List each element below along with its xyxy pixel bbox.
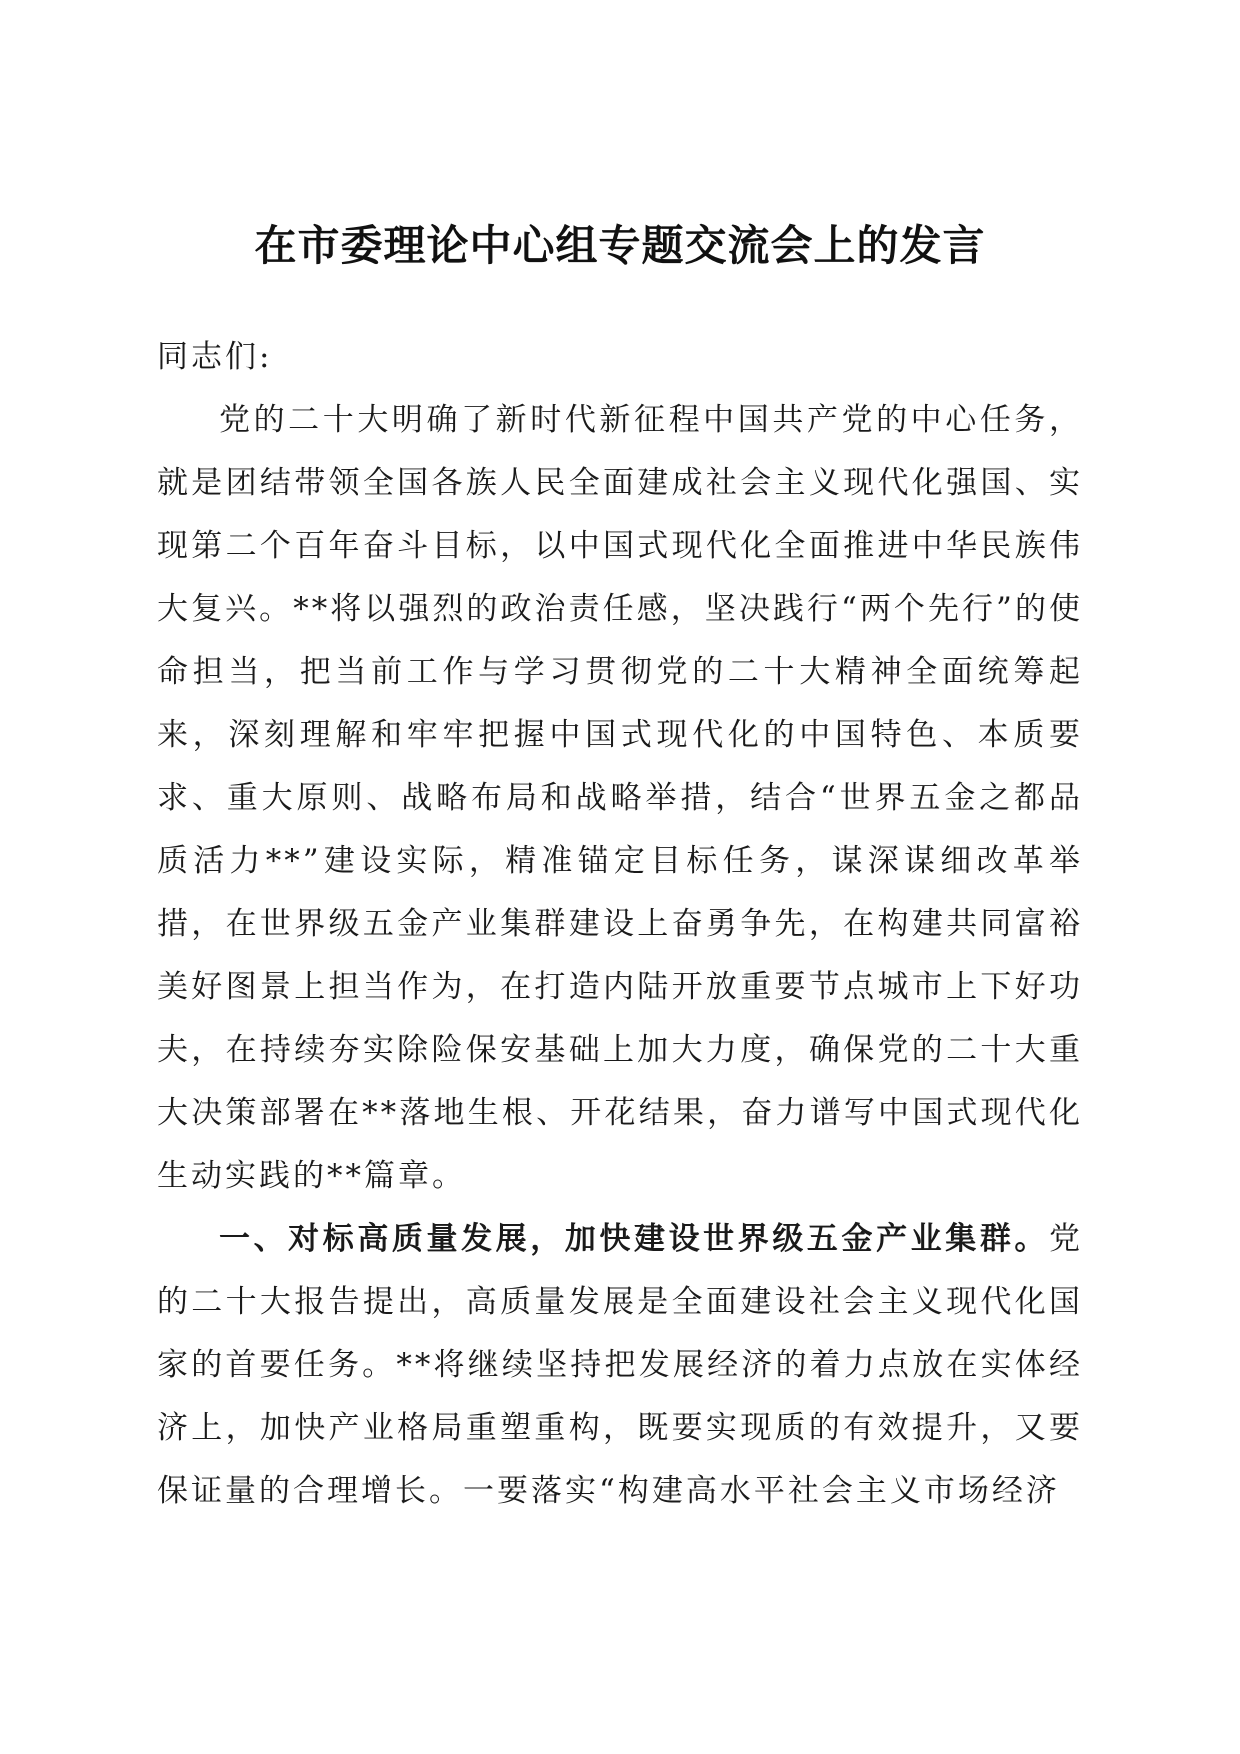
paragraph-intro: 党的二十大明确了新时代新征程中国共产党的中心任务，就是团结带领全国各族人民全面建成社会主义现代化强国、实现第二个百年奋斗目标，以中国式现代化全面推进中华民族伟大复兴。**将以强烈的政治责任感，坚决践行“两个先行”的使命担当，把当前工作与学习贯彻党的二十大精神全面统筹起来，深刻理解和牢牢把握中国式现代化的中国特色、本质要求、重大原则、战略布局和战略举措，结合“世界五金之都品质活力**”建设实际，精准锚定目标任务，谋深谋细改革举措，在世界级五金产业集群建设上奋勇争先，在构建共同富裕美好图景上担当作为，在打造内陆开放重要节点城市上下好功夫，在持续夯实除险保安基础上加大力度，确保党的二十大重大决策部署在**落地生根、开花结果，奋力谱写中国式现代化生动实践的**篇章。 (157, 402, 1083, 1194)
section-heading-1: 一、对标高质量发展，加快建设世界级五金产业集群。 (219, 1221, 1049, 1257)
section-text-1: 党的二十大报告提出，高质量发展是全面建设社会主义现代化国家的首要任务。**将继续坚持把发展经济的着力点放在实体经济上，加快产业格局重塑重构，既要实现质的有效提升，又要保证量的合理增长。一要落实“构建高水平社会主义市场经济 (157, 1221, 1083, 1509)
paragraph-section-1 (157, 1208, 1083, 1523)
document-body (157, 326, 1083, 1523)
salutation: 同志们: (157, 339, 273, 375)
document-title: 在市委理论中心组专题交流会上的发言 (254, 221, 986, 270)
